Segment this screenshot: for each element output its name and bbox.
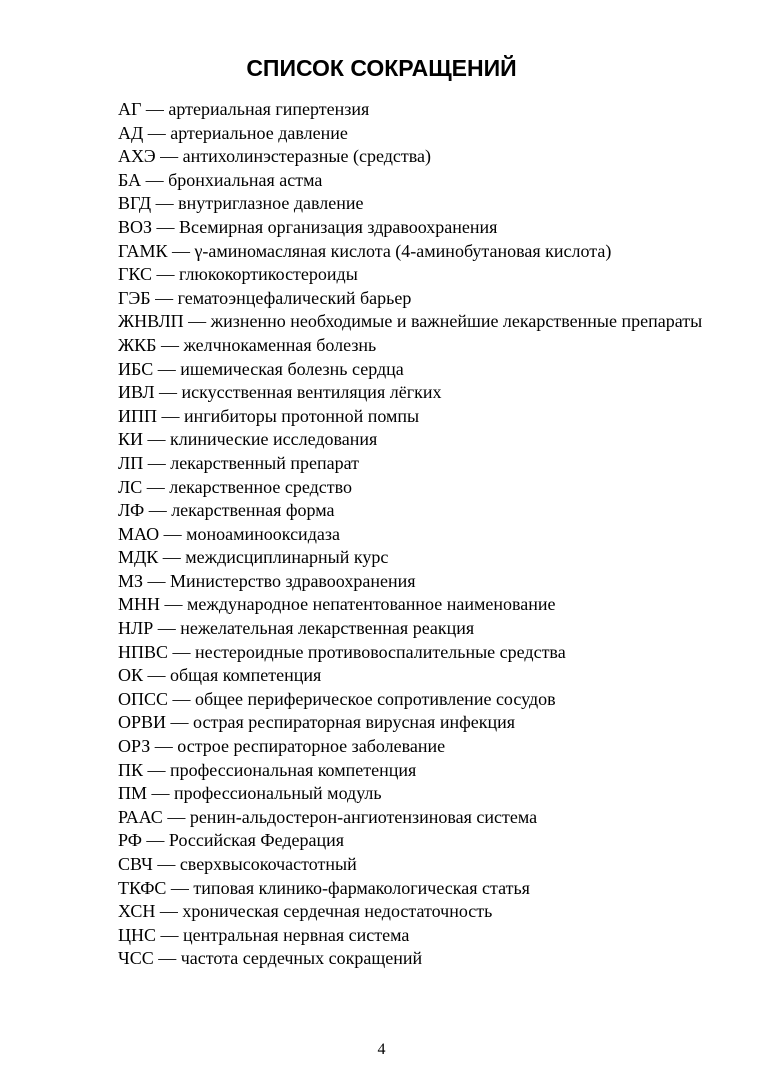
abbreviation-entry: МНН — международное непатентованное наименование bbox=[118, 594, 556, 615]
abbreviation-entry: ЛС — лекарственное средство bbox=[118, 476, 352, 497]
abbreviation-entry: МДК — междисциплинарный курс bbox=[118, 547, 389, 568]
page-title: СПИСОК СОКРАЩЕНИЙ bbox=[246, 55, 517, 81]
abbreviation-entry: АГ — артериальная гипертензия bbox=[118, 99, 370, 119]
abbreviation-entry: ОРВИ — острая респираторная вирусная инфекция bbox=[118, 712, 516, 733]
abbreviation-entry: КИ — клинические исследования bbox=[118, 429, 378, 450]
abbreviation-entry: МАО — моноаминооксидаза bbox=[118, 523, 340, 544]
abbreviation-entry: ЧСС — частота сердечных сокращений bbox=[118, 948, 423, 969]
abbreviation-entry: ИПП — ингибиторы протонной помпы bbox=[118, 405, 420, 426]
abbreviation-entry: ИБС — ишемическая болезнь сердца bbox=[118, 358, 404, 379]
abbreviation-entry: ТКФС — типовая клинико-фармакологическая статья bbox=[118, 877, 530, 898]
abbreviation-entry: ГКС — глюкокортикостероиды bbox=[118, 264, 358, 285]
abbreviation-entry: ЖКБ — желчнокаменная болезнь bbox=[118, 334, 377, 355]
abbreviation-entry: ЖНВЛП — жизненно необходимые и важнейшие лекарственные препараты bbox=[118, 311, 703, 332]
abbreviation-entry: РААС — ренин-альдостерон-ангиотензиновая система bbox=[118, 806, 538, 827]
abbreviation-entry: ИВЛ — искусственная вентиляция лёгких bbox=[118, 382, 442, 403]
abbreviation-list bbox=[74, 98, 714, 971]
abbreviation-entry: ЛФ — лекарственная форма bbox=[118, 500, 335, 521]
abbreviation-entry: РФ — Российская Федерация bbox=[118, 830, 345, 851]
abbreviation-entry: ЛП — лекарственный препарат bbox=[118, 452, 360, 473]
abbreviation-entry: АХЭ — антихолинэстеразные (средства) bbox=[118, 146, 431, 167]
abbreviation-entry: ХСН — хроническая сердечная недостаточность bbox=[118, 901, 493, 922]
abbreviation-entry: ГЭБ — гематоэнцефалический барьер bbox=[118, 287, 412, 308]
abbreviation-entry: ВОЗ — Всемирная организация здравоохранения bbox=[118, 216, 498, 237]
abbreviation-entry: БА — бронхиальная астма bbox=[118, 169, 323, 190]
abbreviation-entry: НПВС — нестероидные противовоспалительные средства bbox=[118, 641, 566, 662]
abbreviation-entry: ВГД — внутриглазное давление bbox=[118, 193, 364, 214]
abbreviation-entry: ОК — общая компетенция bbox=[118, 665, 322, 686]
abbreviation-entry: НЛР — нежелательная лекарственная реакция bbox=[118, 618, 475, 639]
abbreviation-entry: ОПСС — общее периферическое сопротивление сосудов bbox=[118, 688, 556, 709]
abbreviation-entry: МЗ — Министерство здравоохранения bbox=[118, 570, 416, 591]
abbreviation-entry: ПМ — профессиональный модуль bbox=[118, 783, 382, 804]
abbreviation-entry: ОРЗ — острое респираторное заболевание bbox=[118, 736, 446, 757]
abbreviation-entry: ГАМК — γ-аминомасляная кислота (4-аминобутановая кислота) bbox=[118, 240, 612, 261]
abbreviation-entry: ПК — профессиональная компетенция bbox=[118, 759, 417, 780]
abbreviation-entry: ЦНС — центральная нервная система bbox=[118, 924, 410, 945]
abbreviation-entry: АД — артериальное давление bbox=[118, 122, 348, 143]
abbreviation-entry: СВЧ — сверхвысокочастотный bbox=[118, 854, 357, 874]
page-number: 4 bbox=[377, 1041, 386, 1058]
